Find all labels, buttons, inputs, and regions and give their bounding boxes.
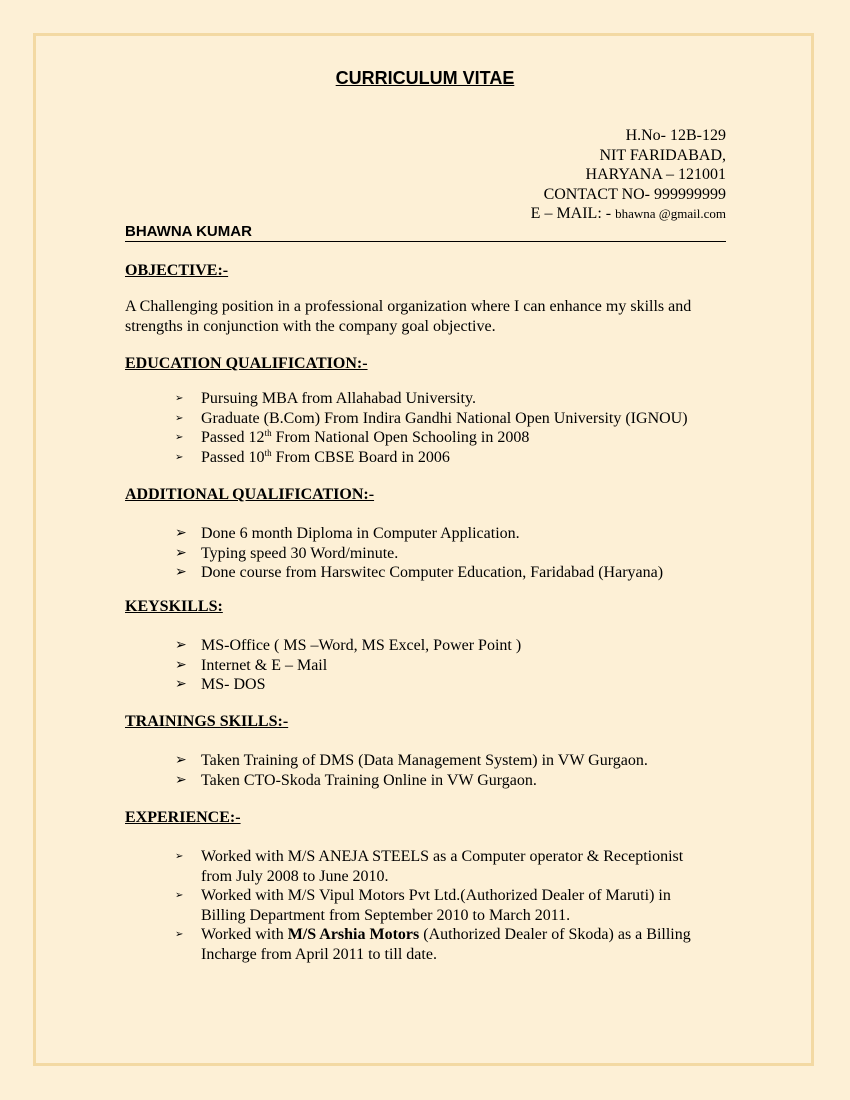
address-line-1: H.No- 12B-129 xyxy=(625,127,726,144)
email-value: bhawna @gmail.com xyxy=(615,206,726,221)
candidate-name: BHAWNA KUMAR xyxy=(125,223,726,242)
list-item: ➢ MS- DOS xyxy=(175,676,266,693)
objective-text: A Challenging position in a professional organization where I can enhance my skills and strengths in conjunction with the company goal objective. xyxy=(125,298,692,335)
arrow-bullet-icon: ➢ xyxy=(175,393,184,404)
list-item: ➢ Taken CTO-Skoda Training Online in VW Gurgaon. xyxy=(175,771,537,789)
arrow-bullet-icon: ➢ xyxy=(175,451,184,463)
document-title: CURRICULUM VITAE xyxy=(335,68,515,88)
experience-list xyxy=(175,847,715,964)
address-line-3: HARYANA – 121001 xyxy=(585,166,726,183)
list-item: ➢ Worked with M/S Vipul Motors Pvt Ltd.(Authorized Dealer of Maruti) in Billing Department from September 2010 to March 2011. xyxy=(175,887,671,924)
keyskills-list xyxy=(175,636,521,695)
arrow-bullet-icon: ➢ xyxy=(175,929,184,940)
arrow-bullet-icon: ➢ xyxy=(175,752,187,768)
arrow-bullet-icon: ➢ xyxy=(175,771,187,788)
address-block xyxy=(531,126,726,224)
email-label: E – MAIL: - xyxy=(530,205,612,222)
list-item: ➢ Typing speed 30 Word/minute. xyxy=(175,544,399,562)
additional-heading: ADDITIONAL QUALIFICATION:- xyxy=(125,486,375,503)
list-item: ➢ Graduate (B.Com) From Indira Gandhi National Open University (IGNOU) xyxy=(175,409,688,427)
list-item: ➢ Pursuing MBA from Allahabad University. xyxy=(175,390,476,407)
address-line-2: NIT FARIDABAD, xyxy=(599,146,726,164)
arrow-bullet-icon: ➢ xyxy=(175,890,184,901)
arrow-bullet-icon: ➢ xyxy=(175,637,187,653)
arrow-bullet-icon: ➢ xyxy=(175,656,187,673)
arrow-bullet-icon: ➢ xyxy=(175,544,187,561)
education-list xyxy=(175,389,688,467)
arrow-bullet-icon: ➢ xyxy=(175,564,187,580)
arrow-bullet-icon: ➢ xyxy=(175,676,187,692)
arrow-bullet-icon: ➢ xyxy=(175,525,187,541)
list-item: ➢ Worked with M/S Arshia Motors (Authorized Dealer of Skoda) as a Billing Incharge from April 2011 to till date. xyxy=(175,926,691,963)
list-item: ➢ Done 6 month Diploma in Computer Application. xyxy=(175,525,520,542)
objective-heading: OBJECTIVE:- xyxy=(125,262,229,279)
list-item: ➢ Worked with M/S ANEJA STEELS as a Computer operator & Receptionist from July 2008 to June 2010. xyxy=(175,848,684,885)
trainings-list xyxy=(175,751,648,790)
contact-number: CONTACT NO- 999999999 xyxy=(543,185,726,203)
additional-list xyxy=(175,524,663,583)
experience-heading: EXPERIENCE:- xyxy=(125,809,241,826)
education-heading: EDUCATION QUALIFICATION:- xyxy=(125,355,368,372)
list-item: ➢ Passed 10th From CBSE Board in 2006 xyxy=(175,447,450,466)
list-item: ➢ Done course from Harswitec Computer Education, Faridabad (Haryana) xyxy=(175,564,664,581)
keyskills-heading: KEYSKILLS: xyxy=(125,598,223,615)
arrow-bullet-icon: ➢ xyxy=(175,432,184,443)
list-item: ➢ Passed 12th From National Open Schooling in 2008 xyxy=(175,428,530,446)
list-item: ➢ Internet & E – Mail xyxy=(175,656,328,674)
list-item: ➢ Taken Training of DMS (Data Management System) in VW Gurgaon. xyxy=(175,752,648,769)
trainings-heading: TRAININGS SKILLS:- xyxy=(125,713,289,730)
arrow-bullet-icon: ➢ xyxy=(175,851,184,862)
arrow-bullet-icon: ➢ xyxy=(175,412,184,424)
email-line xyxy=(531,204,726,224)
list-item: ➢ MS-Office ( MS –Word, MS Excel, Power Point ) xyxy=(175,637,522,654)
